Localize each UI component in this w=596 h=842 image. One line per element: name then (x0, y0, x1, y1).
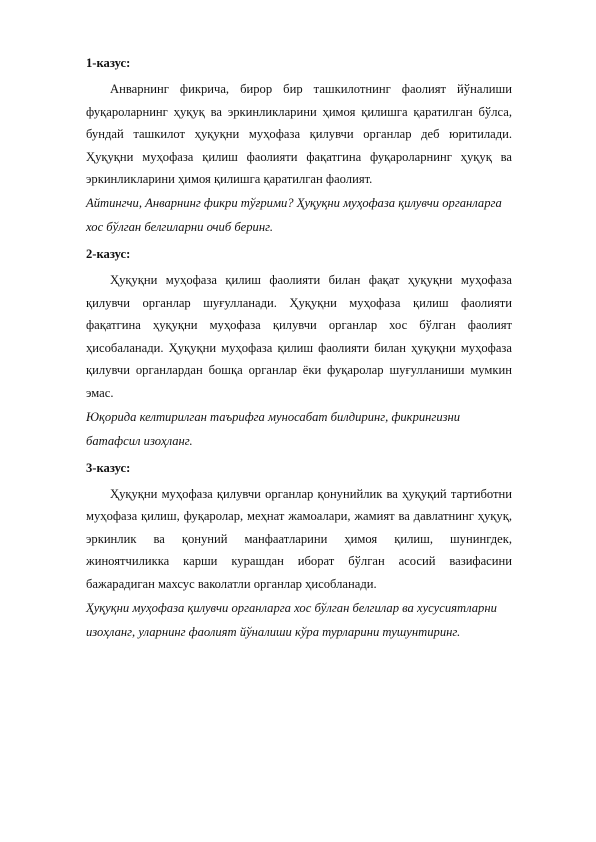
case-title: 1-казус: (86, 56, 131, 70)
case-question (86, 405, 512, 453)
case-text: Ҳуқуқни муҳофаза қилувчи органлар қонунийлик ва ҳуқуқий тартиботни муҳофаза қилиш, фуқаролар, меҳнат жамоалари, жамият ва давлатнинг ҳуқуқ, эркинлик ва қонуний манфаатларини ҳимоя қилиш, шунингдек, жиноятчиликка карши курашдан иборат бўлган асосий вазифасини бажарадиган махсус ваколатли органлар ҳисобланади. (86, 486, 512, 591)
document-page (86, 52, 512, 644)
case-question (86, 191, 512, 239)
case-question-line: Айтингчи, Анварнинг фикри тўғрими? Ҳуқуқни муҳофаза қилувчи органларга (86, 195, 502, 210)
case-text: Анварнинг фикрича, бирор бир ташкилотнинг фаолият йўналиши фуқароларнинг ҳуқуқ ва эркинликларини ҳимоя қилишга қаратилган бўлса, бундай ташкилот ҳуқуқни муҳофаза қилувчи органлар деб юритилади. Ҳуқуқни муҳофаза қилиш фаолияти фақатгина фуқароларнинг ҳуқуқ ва эркинликларини ҳимоя қилишга қаратилган фаолият. (86, 82, 512, 187)
case-3 (86, 457, 512, 644)
case-question (86, 596, 512, 644)
case-title: 2-казус: (86, 246, 131, 261)
case-question-line: изоҳланг, уларнинг фаолият йўналиши кўра турларини тушунтиринг. (86, 624, 461, 639)
case-2 (86, 243, 512, 453)
case-question-line: хос бўлган белгиларни очиб беринг. (86, 219, 273, 234)
case-text: Ҳуқуқни муҳофаза қилиш фаолияти билан фақат ҳуқуқни муҳофаза қилувчи органлар шуғулланади. Ҳуқуқни муҳофаза қилиш фаолияти фақатгина ҳуқуқни муҳофаза қилувчи органлар хос бўлган фаолият ҳисобаланади. Ҳуқуқни муҳофаза қилиш фаолияти билан ҳуқуқни муҳофаза қилувчи органлардан бошқа органлар ёки фуқаролар шуғулланиши мумкин эмас. (86, 272, 512, 400)
case-question-line: батафсил изоҳланг. (86, 433, 193, 448)
case-question-line: Ҳуқуқни муҳофаза қилувчи органларга хос бўлган белгилар ва хусусиятларни (86, 600, 497, 615)
case-1 (86, 52, 512, 239)
case-question-line: Юқорида келтирилган таърифга муносабат билдиринг, фикрингизни (86, 409, 461, 424)
case-title: 3-казус: (86, 460, 131, 475)
